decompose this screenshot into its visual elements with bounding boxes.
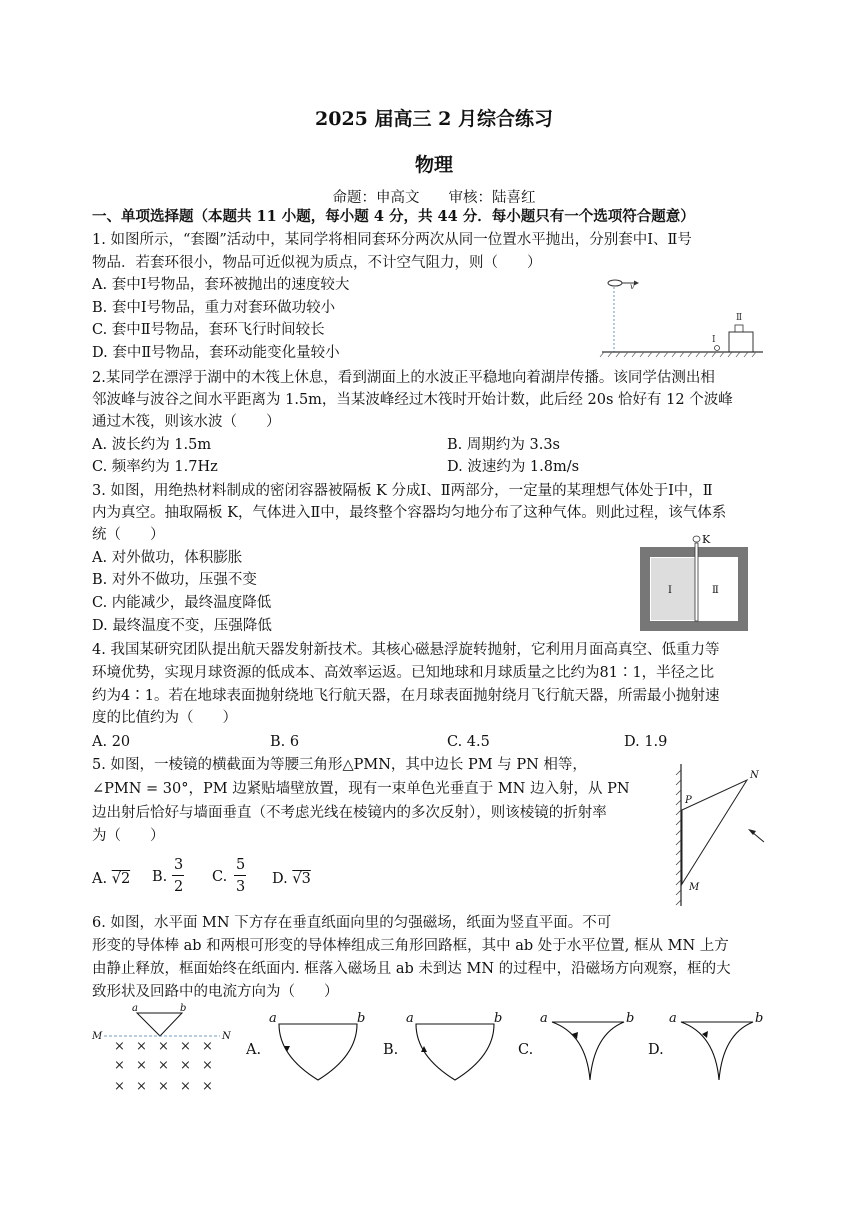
svg-text:a: a (132, 1003, 138, 1014)
subject-title: 物理 (414, 154, 453, 176)
q6-option-c-label[interactable]: C. (518, 1042, 534, 1058)
svg-text:×: × (202, 1058, 213, 1073)
q5-option-a[interactable]: A. √2 (92, 871, 131, 887)
q6-stem-line1: 6. 如图，水平面 MN 下方存在垂直纸面向里的匀强磁场，纸面为竖直平面。不可 (92, 915, 612, 931)
q2-option-c[interactable]: C. 频率约为 1.7Hz (92, 459, 218, 475)
q3-stem-line2: 内为真空。抽取隔板 K，气体进入Ⅱ中，最终整个容器均匀地分布了这种气体。则此过程，该气体系 (92, 505, 727, 521)
svg-text:×: × (158, 1058, 169, 1073)
section-heading: 一、单项选择题（本题共 11 小题，每小题 4 分，共 44 分．每小题只有一个选项符合题意） (92, 208, 695, 225)
q4-option-c[interactable]: C. 4.5 (447, 734, 490, 750)
svg-text:b: b (755, 1011, 764, 1026)
svg-text:×: × (158, 1039, 169, 1054)
q1-stem-line2: 物品．若套环很小，物品可近似视为质点，不计空气阻力，则（ ） (92, 255, 542, 271)
q6-stem-line4: 致形状及回路中的电流方向为（ ） (92, 984, 339, 1000)
svg-text:b: b (180, 1003, 187, 1014)
q2-stem-line1: 2.某同学在漂浮于湖中的木筏上休息，看到湖面上的水波正平稳地向着湖岸传播。该同学估测出相 (92, 370, 715, 386)
q4-stem-line1: 4. 我国某研究团队提出航天器发射新技术。其核心磁悬浮旋转抛射，它利用月面高真空、低重力等 (92, 642, 720, 658)
q6-option-d-figure[interactable] (667, 1008, 777, 1088)
q6-option-a-figure[interactable] (265, 1008, 375, 1088)
svg-text:N: N (222, 1031, 231, 1042)
svg-text:M: M (689, 882, 700, 893)
q4-option-b[interactable]: B. 6 (270, 734, 300, 750)
q3-container-figure (636, 533, 756, 633)
svg-text:×: × (202, 1039, 213, 1054)
svg-text:Ⅰ: Ⅰ (668, 585, 672, 596)
svg-text:×: × (136, 1079, 147, 1094)
q3-option-c[interactable]: C. 内能减少，最终温度降低 (92, 595, 272, 611)
q6-stem-line3: 由静止释放，框面始终在纸面内. 框落入磁场且 ab 未到达 MN 的过程中，沿磁场方向观察，框的大 (92, 961, 731, 977)
svg-text:a: a (540, 1011, 548, 1026)
q5-stem-line4: 为（ ） (92, 828, 165, 844)
q4-option-a[interactable]: A. 20 (92, 734, 131, 750)
velocity-label: v (630, 282, 635, 291)
svg-text:×: × (114, 1039, 125, 1054)
svg-text:Ⅱ: Ⅱ (712, 585, 719, 596)
svg-text:×: × (114, 1079, 125, 1094)
svg-text:a: a (406, 1011, 414, 1026)
svg-text:N: N (750, 770, 759, 781)
svg-text:×: × (136, 1058, 147, 1073)
svg-text:P: P (685, 795, 692, 806)
q1-option-b[interactable]: B. 套中Ⅰ号物品，重力对套环做功较小 (92, 300, 336, 316)
q6-option-a-label[interactable]: A. (246, 1042, 262, 1058)
q6-option-c-figure[interactable] (538, 1008, 648, 1088)
q1-option-a[interactable]: A. 套中Ⅰ号物品，套环被抛出的速度较大 (92, 277, 350, 293)
q5-stem-line2: ∠PMN = 30°，PM 边紧贴墙壁放置，现有一束单色光垂直于 MN 边入射，从 PN (92, 781, 630, 797)
q5-stem-line1: 5. 如图，一棱镜的横截面为等腰三角形△PMN，其中边长 PM 与 PN 相等， (92, 757, 587, 773)
svg-text:×: × (180, 1079, 191, 1094)
svg-text:Ⅰ: Ⅰ (712, 335, 716, 345)
q2-stem-line3: 通过木筏，则该水波（ ） (92, 414, 281, 430)
exam-title: 2025 届高三 2 月综合练习 (315, 108, 553, 130)
svg-text:a: a (669, 1011, 677, 1026)
chamber-1 (651, 558, 695, 620)
object-1 (715, 346, 720, 351)
prism-triangle (682, 780, 747, 884)
q2-option-b[interactable]: B. 周期约为 3.3s (447, 437, 560, 453)
svg-text:×: × (202, 1079, 213, 1094)
q6-option-d-label[interactable]: D. (648, 1042, 664, 1058)
q1-ring-toss-figure (598, 272, 768, 362)
svg-text:b: b (494, 1011, 503, 1026)
svg-text:b: b (626, 1011, 635, 1026)
q3-option-b[interactable]: B. 对外不做功，压强不变 (92, 572, 257, 588)
ring-icon (608, 280, 622, 286)
q3-option-d[interactable]: D. 最终温度不变，压强降低 (92, 618, 272, 634)
q1-option-c[interactable]: C. 套中Ⅱ号物品，套环飞行时间较长 (92, 322, 325, 338)
svg-text:×: × (136, 1039, 147, 1054)
magnetic-field-marks (114, 1039, 213, 1094)
svg-text:×: × (158, 1079, 169, 1094)
svg-text:K: K (702, 533, 711, 546)
q5-prism-figure (672, 762, 772, 908)
q6-option-b-figure[interactable] (402, 1008, 512, 1088)
q2-option-d[interactable]: D. 波速约为 1.8m/s (447, 459, 580, 475)
q2-stem-line2: 邻波峰与波谷之间水平距离为 1.5m，当某波峰经过木筏时开始计数，此后经 20s 恰好有 12 个波峰 (92, 392, 733, 408)
q4-option-d[interactable]: D. 1.9 (624, 734, 668, 750)
current-arrow (284, 1046, 290, 1052)
q5-option-d[interactable]: D. √3 (272, 871, 311, 887)
q4-stem-line3: 约为4∶1。若在地球表面抛射绕地飞行航天器，在月球表面抛射绕月飞行航天器，所需最小抛射速 (92, 688, 720, 704)
q5-stem-line3: 边出射后恰好与墙面垂直（不考虑光线在棱镜内的多次反射），则该棱镜的折射率 (92, 805, 607, 821)
q6-stem-line2: 形变的导体棒 ab 和两根可形变的导体棒组成三角形回路框，其中 ab 处于水平位置, 框从 MN 上方 (92, 938, 729, 954)
authors-line: 命题：申高文 审核：陆喜红 (332, 190, 536, 206)
partition-k (695, 543, 698, 621)
q3-stem-line3: 统（ ） (92, 527, 165, 543)
svg-text:×: × (180, 1058, 191, 1073)
q4-stem-line2: 环境优势，实现月球资源的低成本、高效率运返。已知地球和月球质量之比约为81∶1，半径之比 (92, 665, 715, 681)
q2-option-a[interactable]: A. 波长约为 1.5m (92, 437, 212, 453)
q3-stem-line1: 3. 如图，用绝热材料制成的密闭容器被隔板 K 分成Ⅰ、Ⅱ两部分，一定量的某理想气体处于Ⅰ中，Ⅱ (92, 483, 713, 499)
svg-text:a: a (269, 1011, 277, 1026)
q6-option-b-label[interactable]: B. (383, 1042, 399, 1058)
q1-option-d[interactable]: D. 套中Ⅱ号物品，套环动能变化量较小 (92, 345, 340, 361)
svg-text:×: × (180, 1039, 191, 1054)
q1-stem-line1: 1. 如图所示，“套圈”活动中，某同学将相同套环分两次从同一位置水平抛出，分别套中Ⅰ、Ⅱ号 (92, 232, 692, 248)
q6-field-figure (90, 1002, 240, 1097)
object-2 (735, 325, 743, 332)
step-block (729, 332, 753, 352)
svg-text:b: b (357, 1011, 366, 1026)
svg-text:×: × (114, 1058, 125, 1073)
svg-text:Ⅱ: Ⅱ (736, 313, 743, 323)
q4-stem-line4: 度的比值约为（ ） (92, 710, 237, 726)
svg-text:M: M (92, 1031, 103, 1042)
triangle-frame (137, 1013, 182, 1036)
q3-option-a[interactable]: A. 对外做功，体积膨胀 (92, 550, 243, 566)
